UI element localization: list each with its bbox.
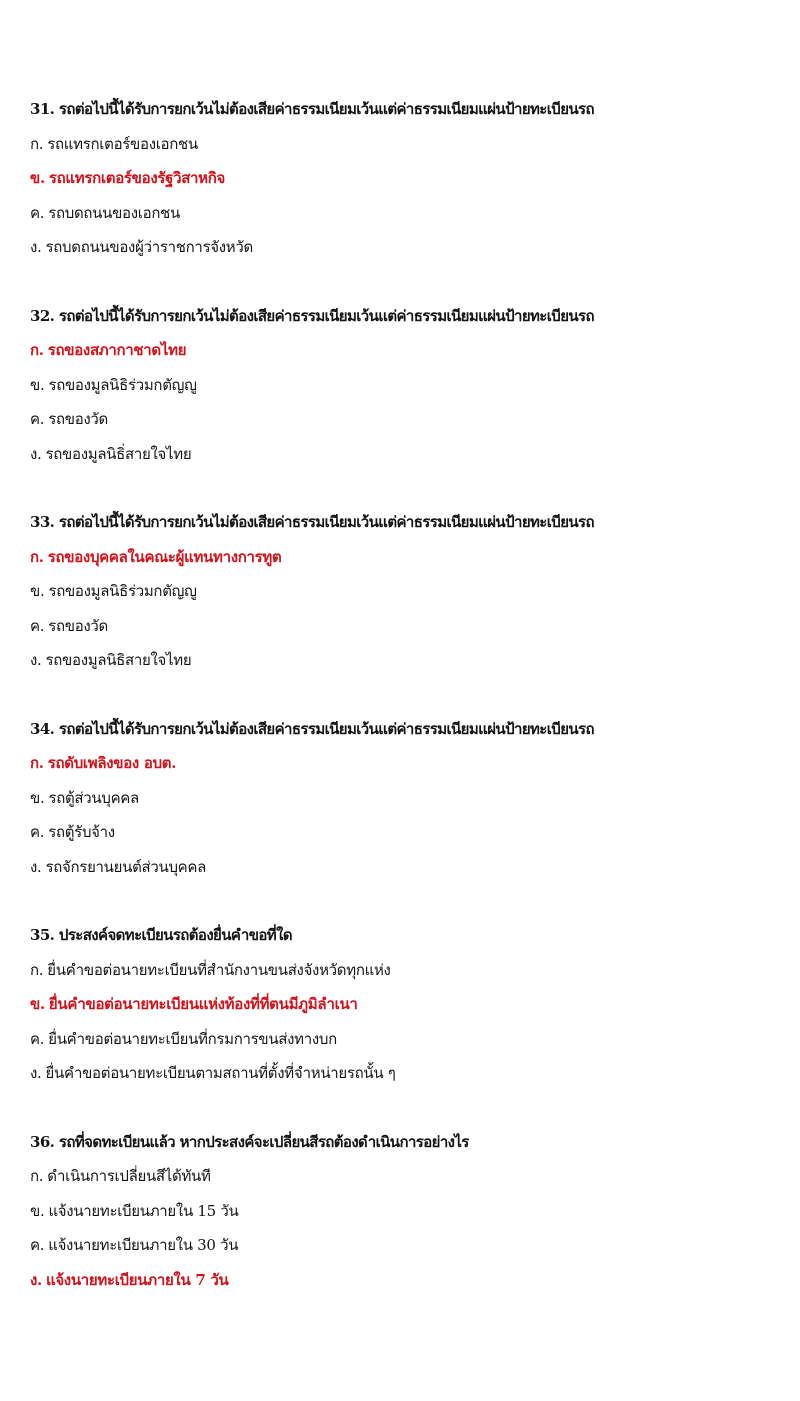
option-a-correct (30, 746, 770, 781)
question-text (30, 712, 770, 747)
option-text: รถของสภากาชาดไทย (47, 341, 187, 359)
option-text: รถของมูลนิธิ่สายใจไทย (45, 444, 192, 463)
question-text (30, 92, 770, 127)
option-b (30, 1194, 770, 1229)
option-label: ก. (30, 754, 44, 772)
question-number: 35. (30, 926, 55, 944)
option-label: ง. (30, 1064, 42, 1082)
option-d (30, 643, 770, 678)
option-c (30, 1228, 770, 1263)
question-35 (30, 918, 770, 1091)
question-text (30, 1125, 770, 1160)
option-a-correct (30, 540, 770, 575)
question-stem: รถต่อไปนี้ได้รับการยกเว้นไม่ต้องเสียค่าธรรมเนียมเว้นแต่ค่าธรรมเนียมแผ่นป้ายทะเบียนรถ (58, 719, 594, 738)
question-stem: ประสงค์จดทะเบียนรถต้องยื่นคำขอที่ใด (58, 926, 292, 944)
option-label: ค. (30, 1029, 45, 1048)
option-label: ข. (30, 788, 45, 807)
option-b (30, 574, 770, 609)
option-label: ข. (30, 995, 45, 1013)
option-text: รถแทรกเตอร์ของรัฐวิสาหกิจ (48, 169, 226, 187)
option-text: รถของมูลนิธิร่วมกตัญญู (48, 375, 197, 394)
option-text: ยื่นคำขอต่อนายทะเบียนที่กรมการขนส่งทางบก (48, 1029, 337, 1048)
question-number: 32. (30, 306, 55, 325)
option-text: รถตู้ส่วนบุคคล (48, 788, 139, 807)
option-label: ข. (30, 582, 45, 600)
option-text: ยื่นคำขอต่อนายทะเบียนแห่งท้องที่ที่ตนมีภูมิลำเนา (48, 995, 358, 1013)
question-number: 33. (30, 513, 55, 531)
question-stem: รถต่อไปนี้ได้รับการยกเว้นไม่ต้องเสียค่าธรรมเนียมเว้นแต่ค่าธรรมเนียมแผ่นป้ายทะเบียนรถ (58, 513, 594, 531)
option-b (30, 781, 770, 816)
option-label: ข. (30, 1201, 45, 1220)
option-a (30, 1159, 770, 1194)
option-text: แจ้งนายทะเบียนภายใน 30 วัน (48, 1236, 239, 1254)
question-number: 36. (30, 1132, 55, 1151)
option-label: ค. (30, 410, 45, 428)
option-b-correct (30, 161, 770, 196)
option-text: แจ้งนายทะเบียนภายใน 7 วัน (45, 1270, 229, 1289)
quiz-document (30, 92, 770, 1331)
option-text: รถของวัด (48, 410, 108, 428)
question-31 (30, 92, 770, 265)
option-text: ดำเนินการเปลี่ยนสีได้ทันที (47, 1167, 211, 1185)
question-36 (30, 1125, 770, 1298)
question-number: 31. (30, 100, 55, 118)
question-number: 34. (30, 719, 55, 738)
option-c (30, 196, 770, 231)
option-text: รถบดถนนของเอกชน (48, 203, 180, 222)
option-text: รถบดถนนของผู้ว่าราชการจังหวัด (45, 238, 253, 256)
question-34 (30, 712, 770, 885)
option-text: รถของมูลนิธิร่วมกตัญญู (48, 582, 197, 600)
question-text (30, 918, 770, 953)
option-text: รถของบุคคลในคณะผู้แทนทางการทูต (47, 547, 282, 566)
question-32 (30, 299, 770, 472)
option-label: ก. (30, 960, 44, 979)
option-a (30, 127, 770, 162)
question-33 (30, 505, 770, 678)
option-label: ค. (30, 823, 45, 841)
question-stem: รถต่อไปนี้ได้รับการยกเว้นไม่ต้องเสียค่าธรรมเนียมเว้นแต่ค่าธรรมเนียมแผ่นป้ายทะเบียนรถ (58, 306, 594, 325)
option-text: รถตู้รับจ้าง (48, 823, 115, 841)
option-label: ค. (30, 1236, 45, 1254)
option-label: ข. (30, 169, 45, 187)
option-text: ยื่นคำขอต่อนายทะเบียนตามสถานที่ตั้งที่จำหน่ายรถนั้น ๆ (45, 1064, 396, 1082)
option-d (30, 437, 770, 472)
option-label: ข. (30, 375, 45, 394)
option-label: ค. (30, 203, 45, 222)
option-label: ง. (30, 857, 42, 876)
question-stem: รถต่อไปนี้ได้รับการยกเว้นไม่ต้องเสียค่าธรรมเนียมเว้นแต่ค่าธรรมเนียมแผ่นป้ายทะเบียนรถ (58, 100, 594, 118)
option-text: รถของวัด (48, 616, 108, 635)
option-text: รถจักรยานยนต์ส่วนบุคคล (45, 857, 207, 876)
option-c (30, 1022, 770, 1057)
option-label: ก. (30, 341, 44, 359)
option-d (30, 1056, 770, 1091)
option-d (30, 230, 770, 265)
option-label: ง. (30, 238, 42, 256)
option-a-correct (30, 333, 770, 368)
option-a (30, 953, 770, 988)
question-text (30, 505, 770, 540)
option-c (30, 815, 770, 850)
option-label: ก. (30, 1167, 44, 1185)
option-text: รถแทรกเตอร์ของเอกชน (47, 134, 198, 153)
option-label: ค. (30, 616, 45, 635)
option-d (30, 850, 770, 885)
option-c (30, 609, 770, 644)
option-c (30, 402, 770, 437)
option-label: ง. (30, 651, 42, 669)
option-text: แจ้งนายทะเบียนภายใน 15 วัน (48, 1201, 239, 1220)
option-b-correct (30, 987, 770, 1022)
option-label: ง. (30, 444, 42, 463)
question-stem: รถที่จดทะเบียนแล้ว หากประสงค์จะเปลี่ยนสีรถต้องดำเนินการอย่างไร (58, 1132, 469, 1151)
option-text: ยื่นคำขอต่อนายทะเบียนที่สำนักงานขนส่งจังหวัดทุกแห่ง (47, 960, 391, 979)
option-d-correct (30, 1263, 770, 1298)
option-label: ก. (30, 134, 44, 153)
option-b (30, 368, 770, 403)
option-label: ก. (30, 547, 44, 566)
question-text (30, 299, 770, 334)
option-text: รถของมูลนิธิสายใจไทย (45, 651, 192, 669)
option-label: ง. (30, 1270, 42, 1289)
option-text: รถดับเพลิงของ อบต. (47, 754, 177, 772)
